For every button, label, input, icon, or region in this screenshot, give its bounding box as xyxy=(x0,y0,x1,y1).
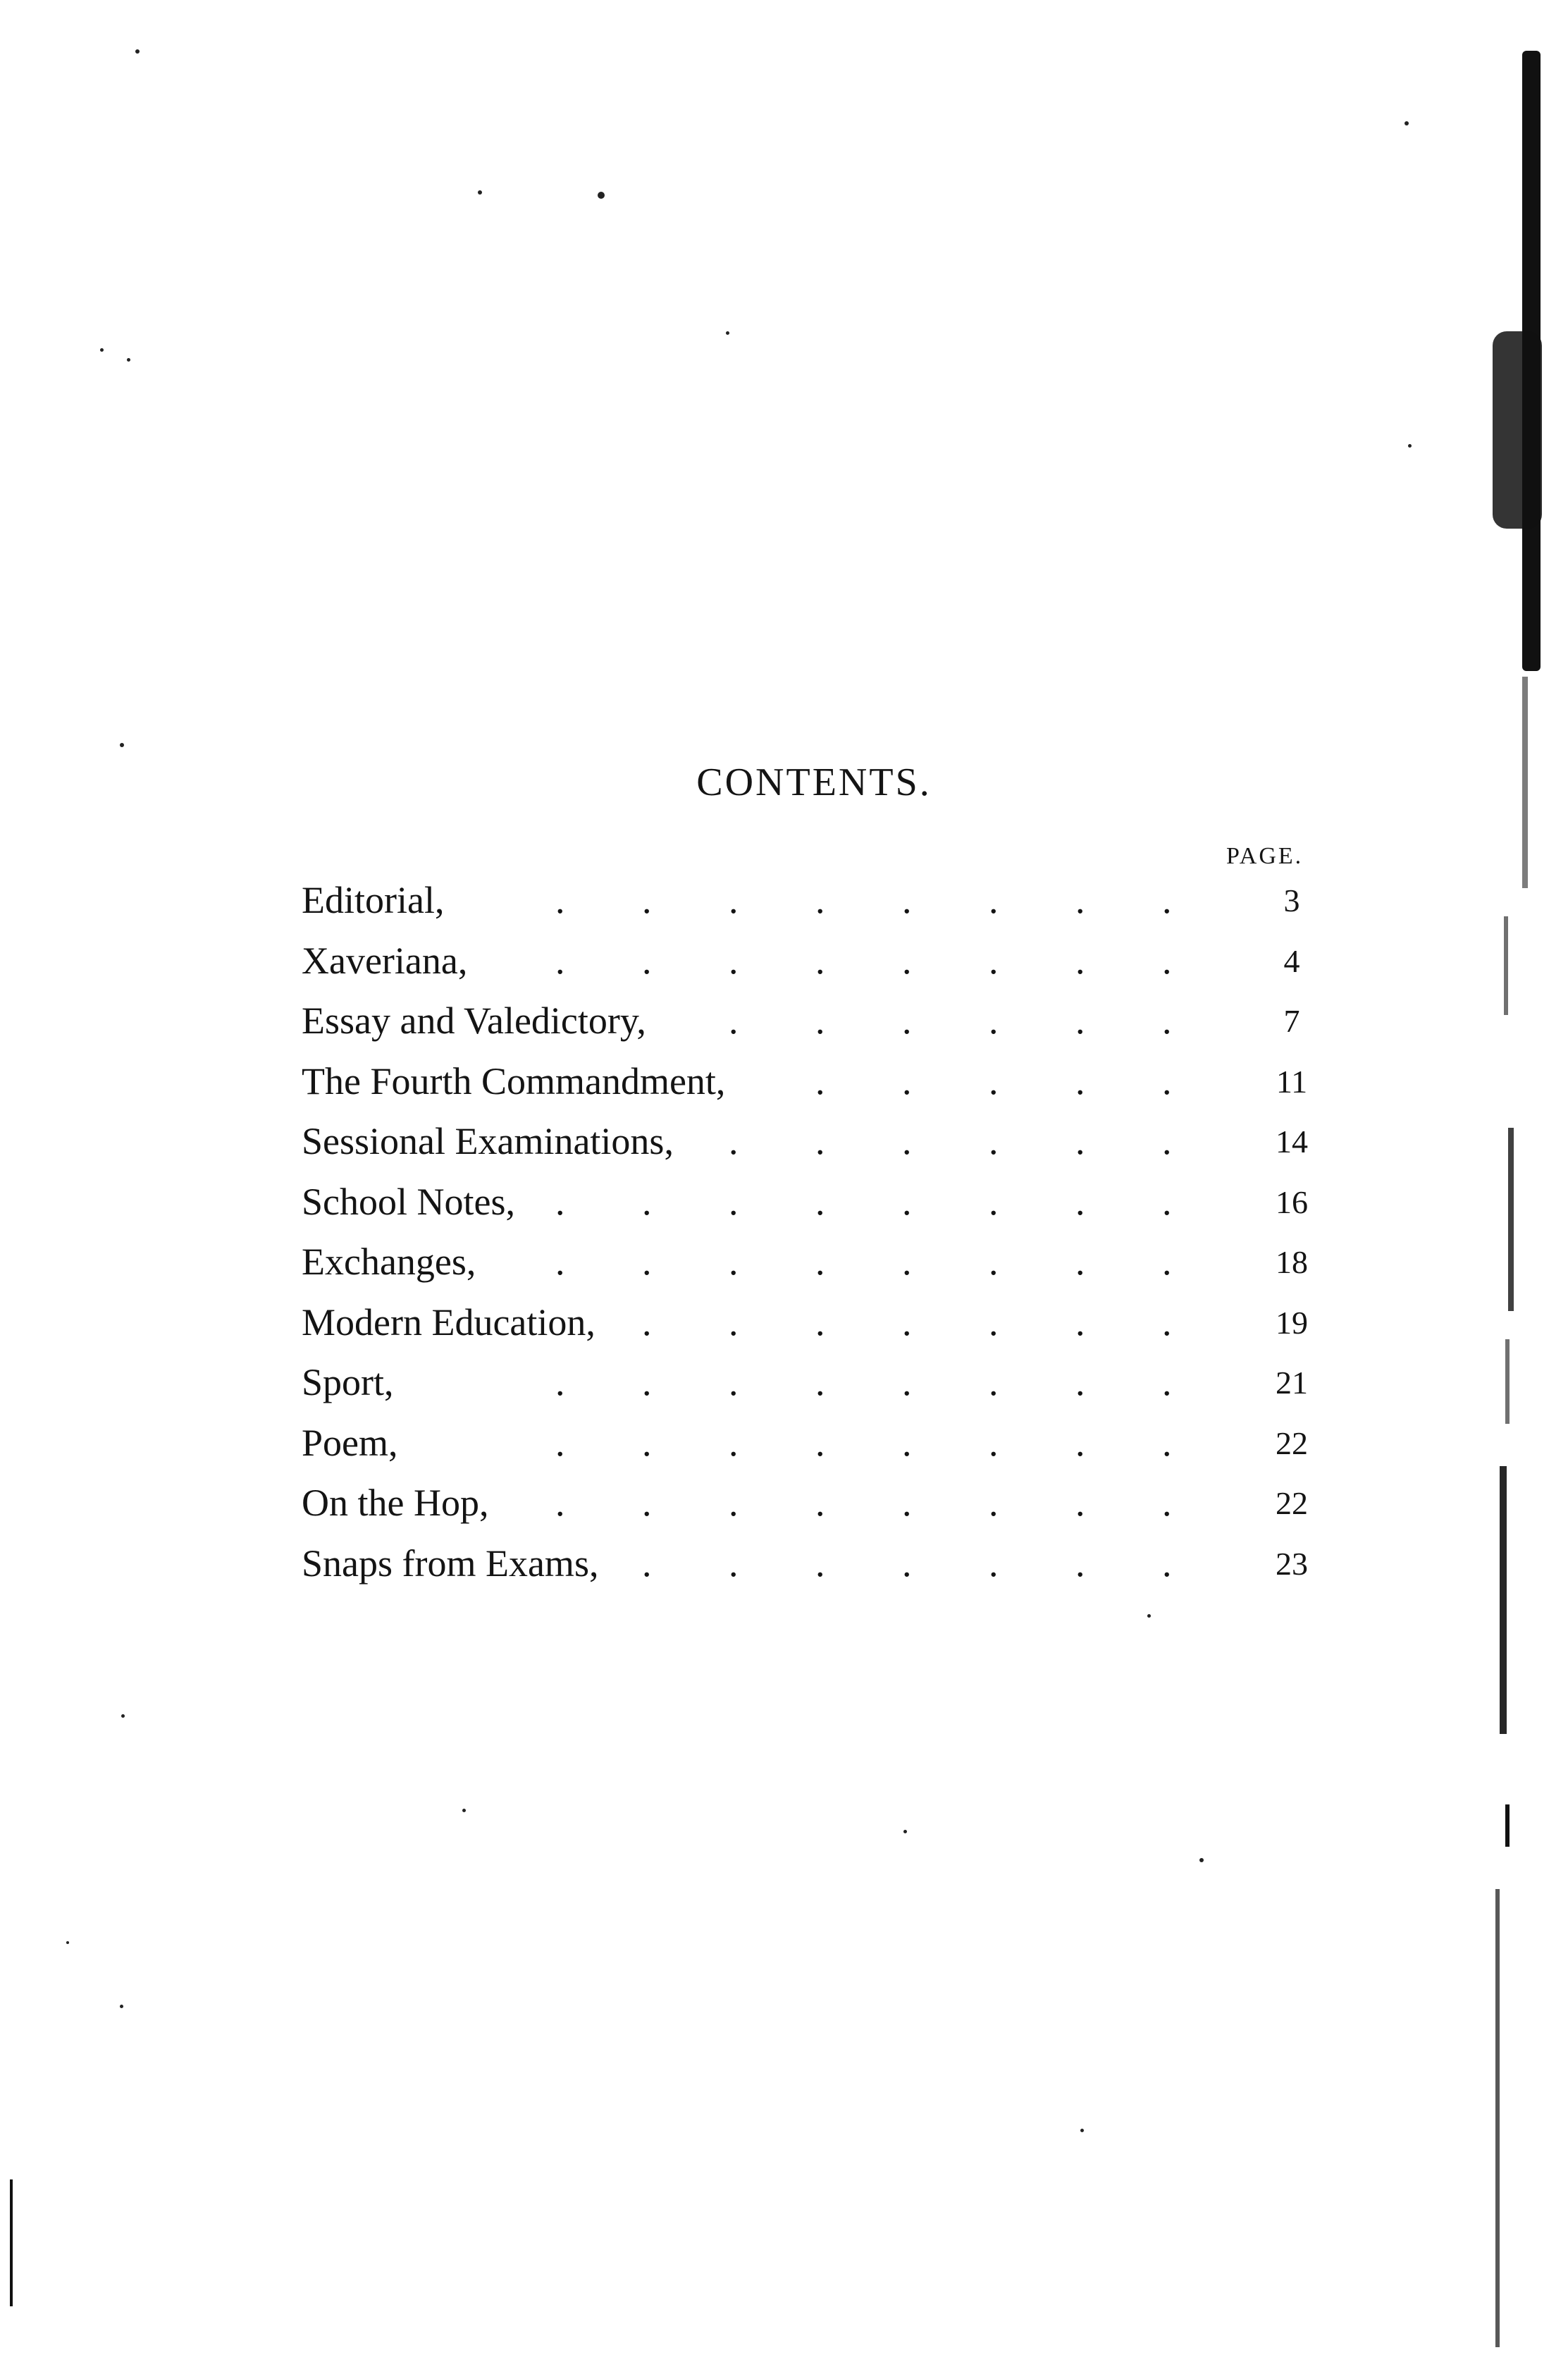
list-item xyxy=(302,1052,1308,1112)
leader-dot: . xyxy=(729,1120,739,1162)
leader-dot: . xyxy=(902,1120,912,1162)
entry-page: 16 xyxy=(1276,1183,1308,1220)
leader-dot: . xyxy=(1075,1542,1085,1585)
list-item xyxy=(302,1534,1308,1594)
contents-heading: CONTENTS. xyxy=(696,761,932,804)
leader-dot: . xyxy=(1162,1180,1172,1223)
scan-speck xyxy=(121,1714,125,1718)
leader-dot: . xyxy=(1162,1059,1172,1102)
entry-title: Editorial, xyxy=(302,879,445,921)
leader-dot: . xyxy=(555,1241,565,1283)
entry-page: 7 xyxy=(1283,1003,1300,1039)
entry-title: Sessional Examinations, xyxy=(302,1120,674,1162)
list-item xyxy=(302,1413,1308,1474)
leader-dot: . xyxy=(902,1059,912,1102)
leader-dot: . xyxy=(1075,1241,1085,1283)
scan-speck xyxy=(903,1830,907,1833)
leader-dot: . xyxy=(902,939,912,982)
entry-page: 22 xyxy=(1276,1425,1308,1461)
leader-dot: . xyxy=(1162,1421,1172,1464)
leader-dot: . xyxy=(729,1241,739,1283)
entry-page: 3 xyxy=(1283,882,1300,918)
leader-dot: . xyxy=(1162,1482,1172,1524)
leader-dot: . xyxy=(815,879,825,921)
scan-speck xyxy=(120,2005,123,2008)
leader-dot: . xyxy=(1075,879,1085,921)
entry-title: Modern Education, xyxy=(302,1300,595,1343)
leader-dot: . xyxy=(642,1542,652,1585)
scan-speck xyxy=(1408,444,1412,448)
leader-dot: . xyxy=(815,1361,825,1403)
list-item xyxy=(302,1473,1308,1534)
leader-dot: . xyxy=(555,879,565,921)
leader-dot: . xyxy=(642,1482,652,1524)
leader-dot: . xyxy=(729,1421,739,1464)
leader-dot: . xyxy=(1075,939,1085,982)
entry-page: 14 xyxy=(1276,1124,1308,1160)
binding-edge xyxy=(1508,1128,1514,1311)
binding-edge xyxy=(1495,1889,1500,2347)
leader-dot: . xyxy=(1075,1059,1085,1102)
entry-page: 22 xyxy=(1276,1485,1308,1521)
entry-page: 21 xyxy=(1276,1365,1308,1401)
leader-dot: . xyxy=(555,1180,565,1223)
leader-dot: . xyxy=(1162,1120,1172,1162)
leader-dot: . xyxy=(902,1361,912,1403)
entry-page: 4 xyxy=(1283,942,1300,979)
leader-dot: . xyxy=(989,999,999,1042)
leader-dot: . xyxy=(815,1482,825,1524)
leader-dot: . xyxy=(989,1482,999,1524)
leader-dot: . xyxy=(989,1241,999,1283)
entry-title: Xaveriana, xyxy=(302,939,468,982)
page-column-label: PAGE. xyxy=(1226,843,1304,869)
leader-dot: . xyxy=(729,1542,739,1585)
binding-edge xyxy=(1500,1466,1507,1734)
scan-speck xyxy=(462,1809,466,1812)
list-item xyxy=(302,871,1300,931)
leader-dot: . xyxy=(989,1361,999,1403)
leader-dot: . xyxy=(1075,999,1085,1042)
leader-dot: . xyxy=(555,1361,565,1403)
leader-dot: . xyxy=(1075,1300,1085,1343)
leader-dot: . xyxy=(989,879,999,921)
leader-dot: . xyxy=(1162,1300,1172,1343)
scan-speck xyxy=(598,192,605,199)
entry-title: On the Hop, xyxy=(302,1482,489,1524)
leader-dot: . xyxy=(1162,999,1172,1042)
scan-speck xyxy=(1147,1614,1151,1618)
scan-speck xyxy=(478,190,482,195)
leader-dot: . xyxy=(902,879,912,921)
scan-speck xyxy=(66,1941,69,1944)
leader-dot: . xyxy=(642,1361,652,1403)
leader-dot: . xyxy=(902,1180,912,1223)
scan-speck xyxy=(135,49,140,54)
entry-title: Essay and Valedictory, xyxy=(302,999,646,1042)
leader-dot: . xyxy=(1162,1241,1172,1283)
list-item xyxy=(302,1293,1308,1353)
leader-dot: . xyxy=(642,879,652,921)
leader-dot: . xyxy=(902,1241,912,1283)
leader-dot: . xyxy=(815,1059,825,1102)
list-item xyxy=(302,931,1300,992)
list-item xyxy=(302,1353,1308,1413)
leader-dot: . xyxy=(729,999,739,1042)
leader-dot: . xyxy=(1162,1361,1172,1403)
leader-dot: . xyxy=(989,1300,999,1343)
scan-speck xyxy=(100,348,104,352)
list-item xyxy=(302,991,1300,1052)
entry-page: 18 xyxy=(1276,1244,1308,1280)
leader-dot: . xyxy=(902,999,912,1042)
leader-dot: . xyxy=(729,1482,739,1524)
leader-dot: . xyxy=(815,1421,825,1464)
leader-dot: . xyxy=(642,939,652,982)
leader-dot: . xyxy=(729,1361,739,1403)
leader-dot: . xyxy=(1162,879,1172,921)
leader-dot: . xyxy=(1075,1421,1085,1464)
binding-edge xyxy=(1493,331,1542,529)
binding-edge xyxy=(1505,1339,1510,1424)
leader-dot: . xyxy=(1075,1361,1085,1403)
scan-speck xyxy=(120,743,124,747)
entry-page: 11 xyxy=(1276,1063,1308,1100)
binding-edge xyxy=(1522,677,1528,888)
leader-dot: . xyxy=(902,1482,912,1524)
leader-dot: . xyxy=(815,1300,825,1343)
leader-dot: . xyxy=(989,1421,999,1464)
leader-dot: . xyxy=(815,1120,825,1162)
leader-dot: . xyxy=(1075,1180,1085,1223)
leader-dot: . xyxy=(555,1421,565,1464)
contents-list xyxy=(302,871,1308,1594)
binding-edge xyxy=(10,2179,13,2306)
entry-title: Snaps from Exams, xyxy=(302,1542,599,1585)
leader-dot: . xyxy=(729,1180,739,1223)
list-item xyxy=(302,1172,1308,1233)
scan-speck xyxy=(1199,1858,1204,1862)
leader-dot: . xyxy=(989,1180,999,1223)
scan-speck xyxy=(127,358,130,362)
leader-dot: . xyxy=(642,1180,652,1223)
leader-dot: . xyxy=(902,1300,912,1343)
leader-dot: . xyxy=(989,939,999,982)
leader-dot: . xyxy=(902,1421,912,1464)
leader-dot: . xyxy=(729,879,739,921)
scan-speck xyxy=(726,331,729,335)
leader-dot: . xyxy=(815,1542,825,1585)
leader-dot: . xyxy=(555,939,565,982)
entry-title: Poem, xyxy=(302,1421,398,1464)
entry-title: Sport, xyxy=(302,1361,394,1403)
entry-title: Exchanges, xyxy=(302,1241,476,1283)
binding-edge xyxy=(1505,1804,1510,1847)
leader-dot: . xyxy=(642,1241,652,1283)
leader-dot: . xyxy=(1075,1120,1085,1162)
list-item xyxy=(302,1232,1308,1293)
leader-dot: . xyxy=(642,1300,652,1343)
entry-title: School Notes, xyxy=(302,1180,515,1223)
leader-dot: . xyxy=(989,1059,999,1102)
leader-dot: . xyxy=(815,1180,825,1223)
leader-dot: . xyxy=(1162,939,1172,982)
leader-dot: . xyxy=(902,1542,912,1585)
scan-speck xyxy=(1080,2129,1084,2132)
entry-page: 23 xyxy=(1276,1545,1308,1582)
leader-dot: . xyxy=(642,1421,652,1464)
entry-title: The Fourth Commandment, xyxy=(302,1059,726,1102)
leader-dot: . xyxy=(815,1241,825,1283)
leader-dot: . xyxy=(1162,1542,1172,1585)
leader-dot: . xyxy=(989,1542,999,1585)
leader-dot: . xyxy=(815,999,825,1042)
list-item xyxy=(302,1112,1308,1172)
leader-dot: . xyxy=(729,939,739,982)
entry-page: 19 xyxy=(1276,1304,1308,1341)
binding-edge xyxy=(1504,916,1508,1015)
scan-speck xyxy=(1405,121,1409,125)
leader-dot: . xyxy=(729,1300,739,1343)
leader-dot: . xyxy=(815,939,825,982)
leader-dot: . xyxy=(555,1482,565,1524)
leader-dot: . xyxy=(1075,1482,1085,1524)
leader-dot: . xyxy=(989,1120,999,1162)
